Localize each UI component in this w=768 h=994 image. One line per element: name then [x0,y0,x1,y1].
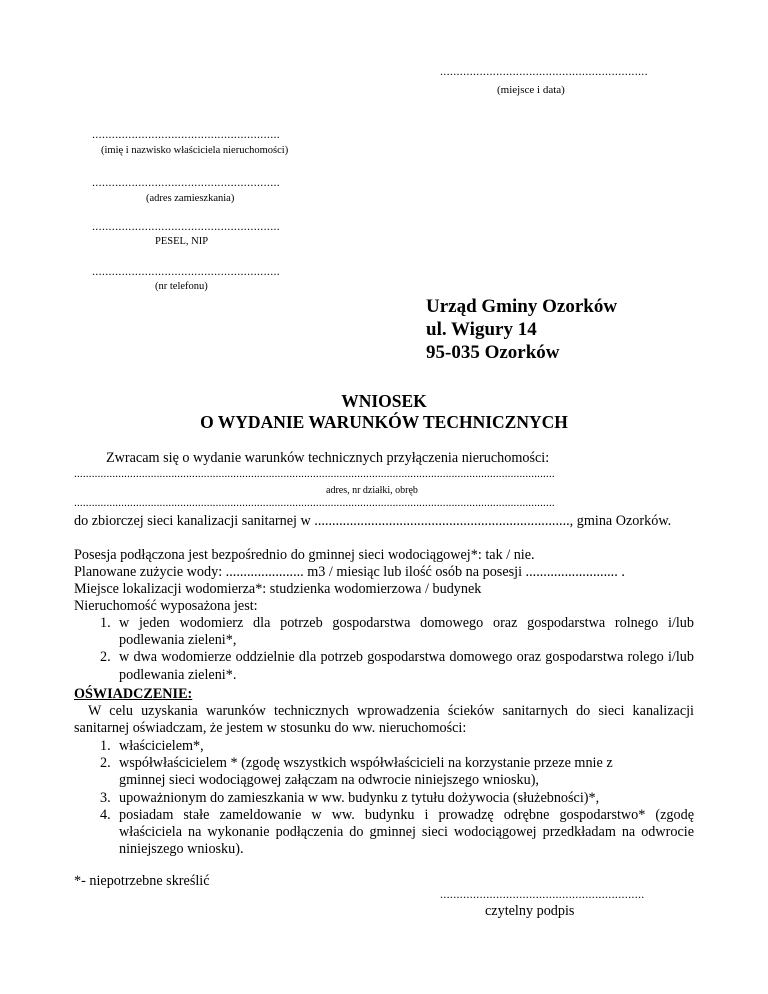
footnote: *- niepotrzebne skreślić [74,873,210,889]
recipient-street: ul. Wigury 14 [426,319,537,340]
owner-name-dots: ......................................................... [92,127,281,141]
recipient-postcode: 95-035 Ozorków [426,342,560,363]
list-item: 1. właścicielem*, [100,738,204,754]
address-dots-1: ................................................................................................................................................................... [74,468,555,480]
phone-dots: ......................................................... [92,264,281,278]
water-connection-line: Posesja podłączona jest bezpośrednio do gminnej sieci wodociągowej*: tak / nie. [74,547,535,563]
owner-address-dots: ......................................................... [92,175,281,189]
request-intro: Zwracam się o wydanie warunków technicznych przyłączenia nieruchomości: [106,450,550,466]
list-item: 2. w dwa wodomierze oddzielnie dla potrzeb gospodarstwa domowego oraz gospodarstwa rolego i/lub podlewania zieleni*. [100,649,694,683]
list-item: 3. upoważnionym do zamieszkania w ww. budynku z tytułu dożywocia (służebności)*, [100,789,600,806]
phone-label: (nr telefonu) [155,281,208,292]
water-usage-line: Planowane zużycie wody: ...................... m3 / miesiąc lub ilość osób na posesji .......................... . [74,564,625,580]
list-item: 2. współwłaścicielem * (zgodę wszystkich współwłaścicieli na korzystanie przeze mnie z gminnej sieci wodociągowej załączam na odwrocie niniejszego wniosku), [100,755,613,789]
equipped-list [74,615,694,684]
address-dots-2: ................................................................................................................................................................... [74,497,555,509]
list-item: 4. posiadam stałe zameldowanie w ww. budynku i prowadzę odrębne gospodarstwo* (zgodę właściciela na wykonanie podłączenia do gminnej sieci wodociągowej przedkładam na odwrocie niniejszego wniosku). [100,806,694,858]
pesel-nip-label: PESEL, NIP [155,236,209,247]
equipped-intro: Nieruchomość wyposażona jest: [74,598,258,614]
recipient-office: Urząd Gminy Ozorków [426,296,618,317]
document-title: WNIOSEK [341,391,427,411]
statement-list [74,738,694,858]
statement-heading: OŚWIADCZENIE: [74,686,193,702]
signature-label: czytelny podpis [485,903,575,919]
signature-dots: .............................................................. [440,887,645,901]
place-date-label: (miejsce i data) [497,84,565,96]
list-item: 1. w jeden wodomierz dla potrzeb gospodarstwa domowego oraz gospodarstwa rolnego i/lub podlewania zieleni*, [100,615,694,649]
place-date-dots: ............................................................... [440,64,648,78]
owner-name-label: (imię i nazwisko właściciela nieruchomości) [101,145,289,156]
statement-intro: W celu uzyskania warunków technicznych wprowadzenia ścieków sanitarnych do sieci kanalizacji sanitarnej oświadczam, że jestem w stosunku do ww. nieruchomości: [74,703,694,737]
address-hint: adres, nr działki, obręb [326,485,418,496]
owner-address-label: (adres zamieszkania) [146,193,235,204]
sewer-network-line: do zbiorczej sieci kanalizacji sanitarnej w ........................................................................, gmina Ozorków. [74,513,672,529]
meter-location-line: Miejsce lokalizacji wodomierza*: studzienka wodomierzowa / budynek [74,581,482,597]
pesel-nip-dots: ......................................................... [92,219,281,233]
document-subtitle: O WYDANIE WARUNKÓW TECHNICZNYCH [200,412,568,432]
